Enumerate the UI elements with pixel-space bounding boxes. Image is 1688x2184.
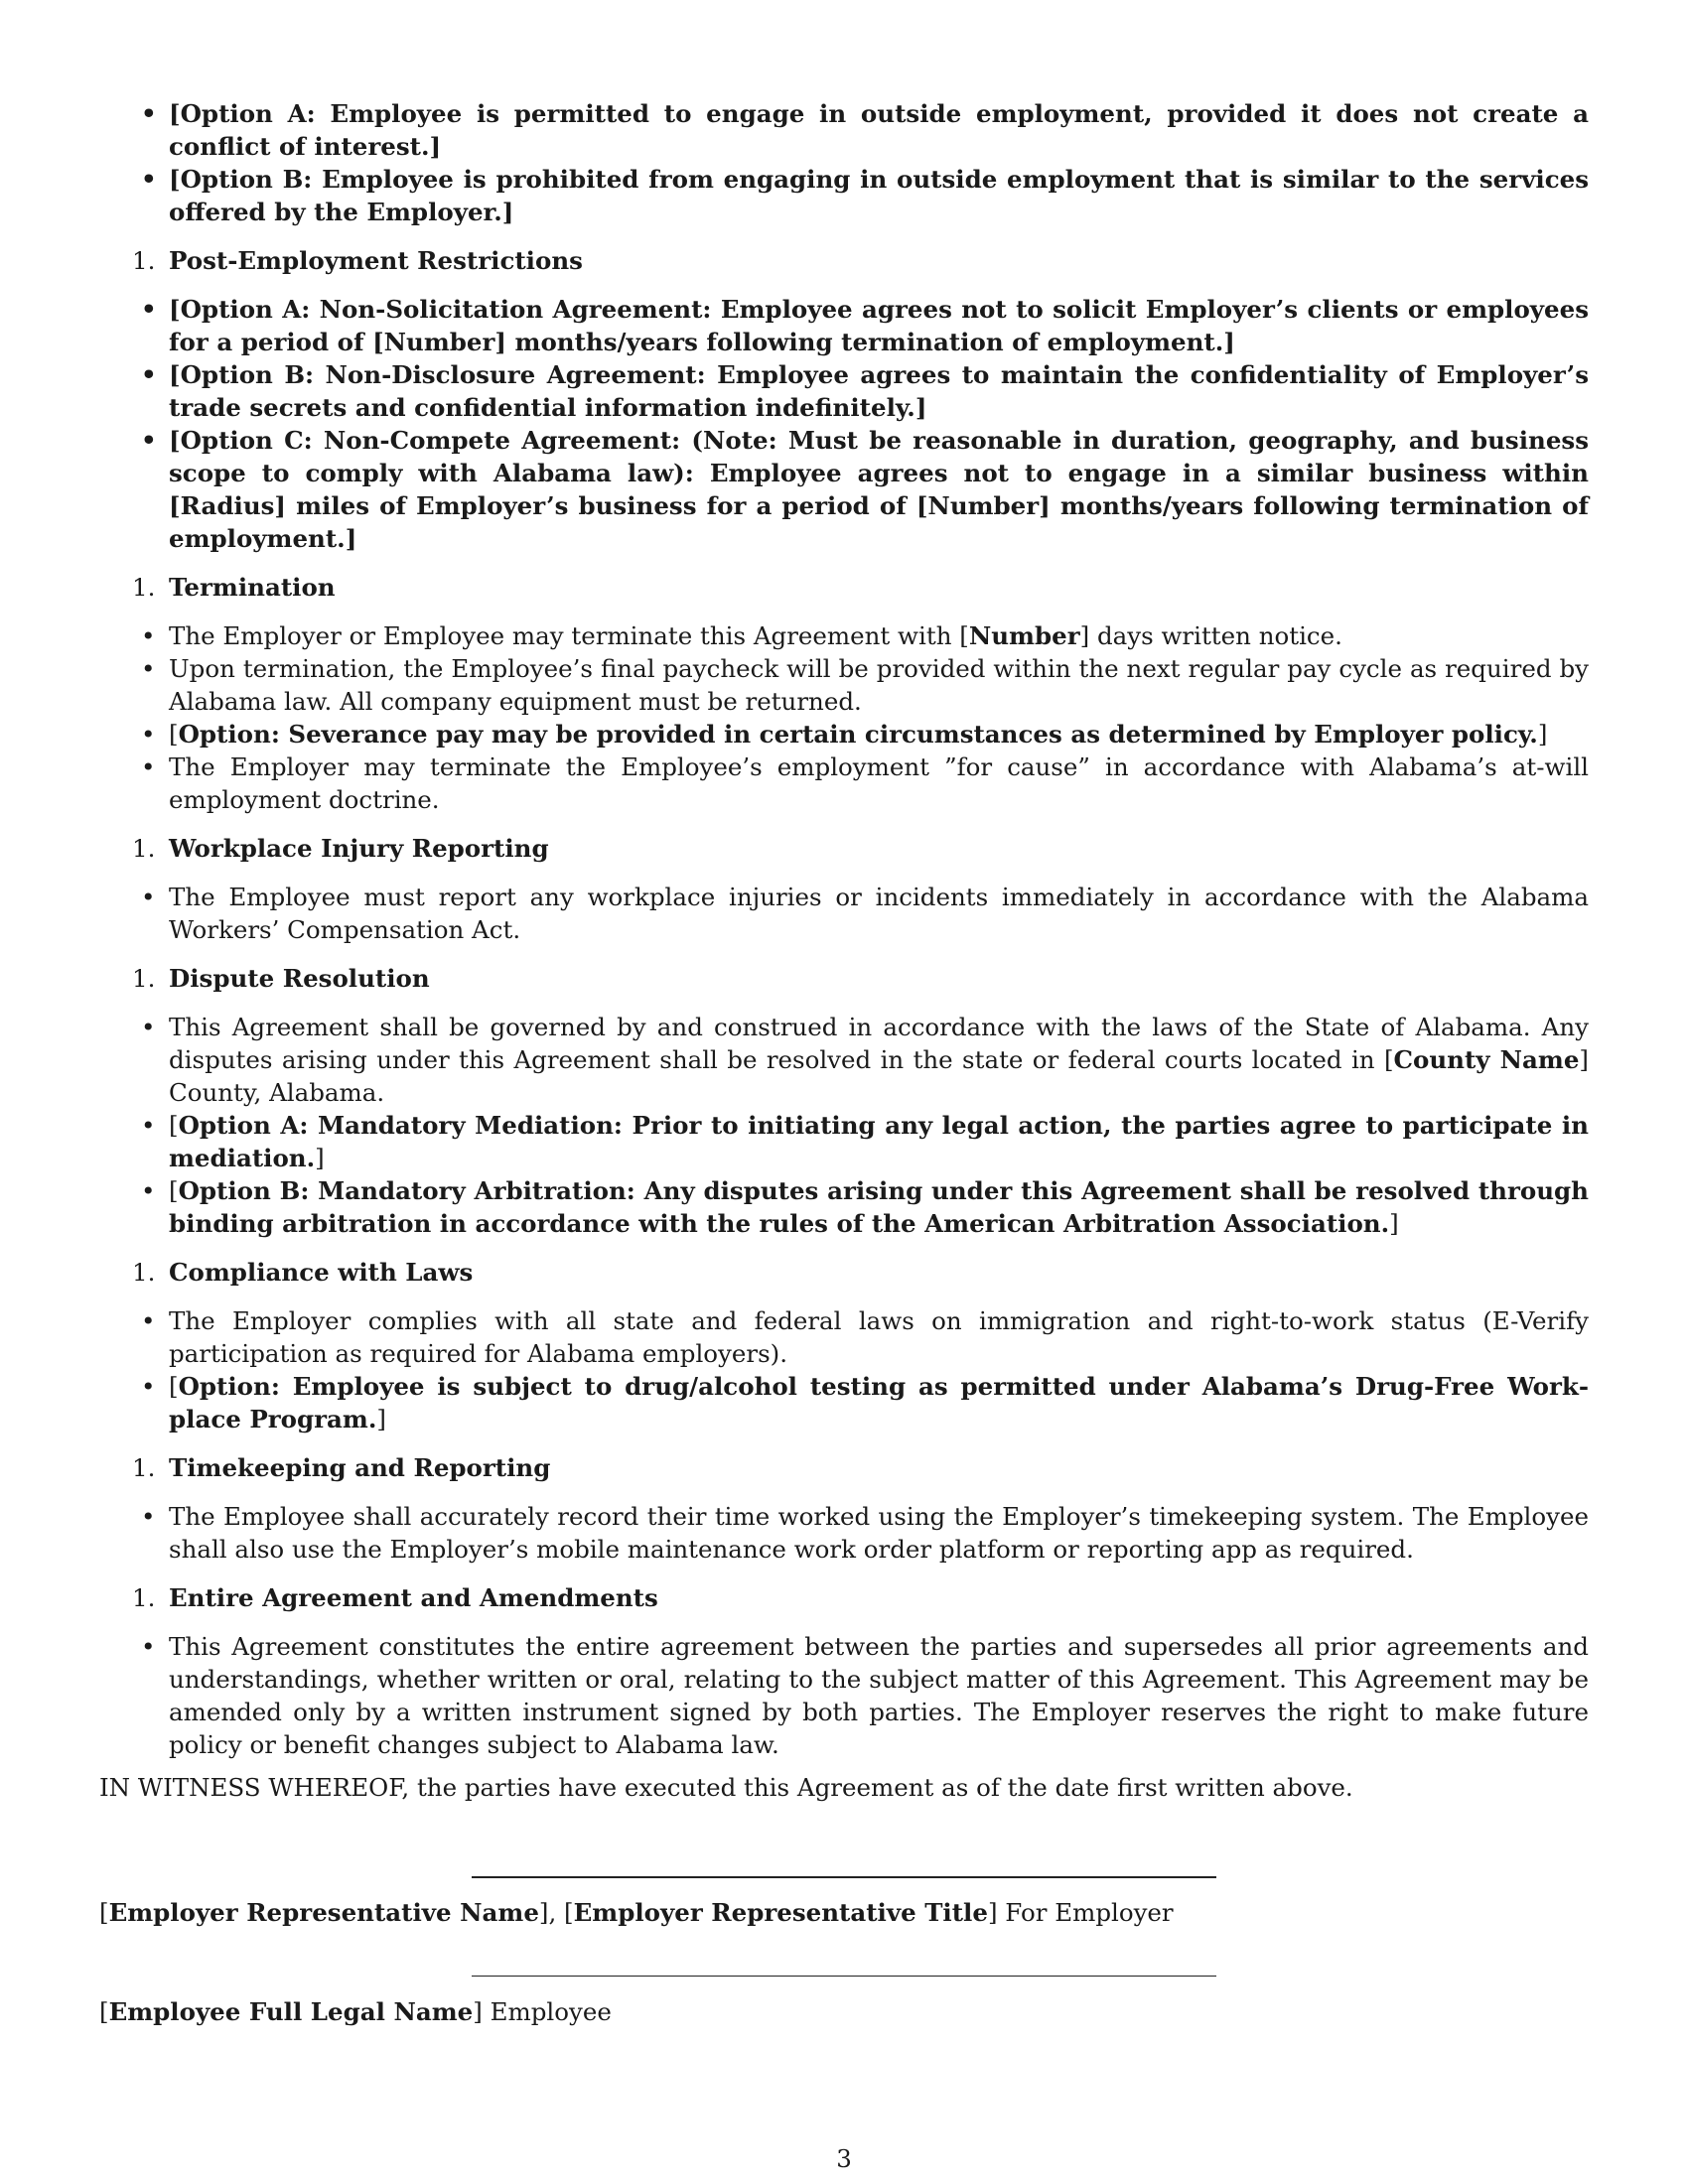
section-title: Dispute Resolution: [169, 964, 430, 993]
dispute-list: [99, 1011, 1589, 1240]
text-segment: ] For Employer: [987, 1898, 1174, 1927]
list-item: • [Option B: Non-Disclosure Agreement: Employee agrees to maintain the confidentiality of Employer’s trade secrets and confidential information indefinitely.]: [99, 358, 1589, 424]
text-segment: ]: [1389, 1209, 1399, 1238]
placeholder-field: Employer Representative Title: [573, 1898, 988, 1927]
list-item: • [Option C: Non-Compete Agreement: (Note: Must be reasonable in duration, geography, and business scope to comply with Alabama law): Employee agrees not to engage in a similar business within [Radius] miles of Employer’s business for a period of [Number] months/years following termination of employment.]: [99, 424, 1589, 555]
text-segment: [: [169, 1111, 179, 1140]
text-segment: ] days written notice.: [1079, 621, 1342, 650]
section-number: 1.: [132, 1583, 156, 1612]
post-employment-list: [99, 293, 1589, 555]
section-number: 1.: [132, 573, 156, 602]
list-item: [99, 1011, 1589, 1109]
employee-signature-line: [472, 1976, 1216, 1977]
employer-signature-caption: [99, 1898, 1174, 1927]
section-title: Workplace Injury Reporting: [169, 834, 549, 863]
option-text: Option B: Mandatory Arbitration: Any disputes arising under this Agreement shall be resolved through binding arbitration in accordance with the rules of the American Arbitration Association.: [169, 1176, 1589, 1238]
section-title: Compliance with Laws: [169, 1258, 474, 1287]
text-segment: ]: [315, 1144, 325, 1172]
section-title: Entire Agreement and Amendments: [169, 1583, 658, 1612]
list-item: • [Option B: Employee is prohibited from engaging in outside employment that is similar to the services offered by the Employer.]: [99, 163, 1589, 228]
text-segment: This Agreement shall be governed by and construed in accordance with the laws of the State of Alabama. Any disputes arising under this Agreement shall be resolved in the state or federal courts located in [: [169, 1013, 1589, 1074]
list-item: • The Employer may terminate the Employee’s employment ”for cause” in accordance with Alabama’s at-will employment doctrine.: [99, 751, 1589, 816]
text-segment: [: [99, 1997, 109, 2026]
section-heading-post-employment: [99, 244, 1589, 277]
option-text: Option: Employee is subject to drug/alcohol testing as permitted under Alabama’s Drug-Free Workplace Program.: [169, 1372, 1589, 1433]
text-segment: [: [169, 1372, 179, 1401]
witness-statement: IN WITNESS WHEREOF, the parties have executed this Agreement as of the date first written above.: [99, 1773, 1353, 1802]
section-heading-entire-agreement: [99, 1581, 1589, 1614]
placeholder-field: Employer Representative Name: [108, 1898, 539, 1927]
list-item: • The Employee shall accurately record their time worked using the Employer’s timekeeping system. The Employee shall also use the Employer’s mobile maintenance work order platform or reporting app as required.: [99, 1500, 1589, 1566]
timekeeping-list: [99, 1500, 1589, 1566]
section-heading-injury: [99, 832, 1589, 865]
document-body: [99, 97, 1589, 1804]
list-item: [99, 619, 1589, 652]
list-item: • [Option A: Employee is permitted to engage in outside employment, provided it does not create a conflict of interest.]: [99, 97, 1589, 163]
list-item: • Upon termination, the Employee’s final paycheck will be provided within the next regular pay cycle as required by Alabama law. All company equipment must be returned.: [99, 652, 1589, 718]
placeholder-field: County Name: [1393, 1045, 1580, 1074]
option-text: Option A: Mandatory Mediation: Prior to initiating any legal action, the parties agree to participate in mediation.: [169, 1111, 1589, 1172]
text-segment: ] County, Alabama.: [169, 1045, 1589, 1107]
text-segment: [: [99, 1898, 109, 1927]
text-segment: [: [169, 1176, 179, 1205]
text-segment: ]: [1537, 720, 1548, 749]
termination-list: [99, 619, 1589, 816]
employer-signature-line: [472, 1876, 1216, 1878]
section-title: Termination: [169, 573, 336, 602]
section-heading-timekeeping: [99, 1451, 1589, 1484]
section-number: 1.: [132, 834, 156, 863]
text-segment: ]: [376, 1405, 386, 1433]
list-item: [99, 1109, 1589, 1174]
list-item: [99, 1370, 1589, 1435]
section-title: Timekeeping and Reporting: [169, 1453, 551, 1482]
list-item: • The Employee must report any workplace injuries or incidents immediately in accordance with the Alabama Workers’ Compensation Act.: [99, 881, 1589, 946]
employee-signature-caption: [99, 1997, 612, 2026]
section-number: 1.: [132, 1258, 156, 1287]
text-segment: ], [: [538, 1898, 574, 1927]
entire-agreement-list: [99, 1630, 1589, 1761]
injury-list: [99, 881, 1589, 946]
placeholder-field: Employee Full Legal Name: [108, 1997, 474, 2026]
page-number: 3: [836, 2144, 852, 2173]
list-item: • The Employer complies with all state and federal laws on immigration and right-to-work status (E-Verify participation as required for Alabama employers).: [99, 1304, 1589, 1370]
section-heading-termination: [99, 571, 1589, 604]
list-item: • [Option A: Non-Solicitation Agreement: Employee agrees not to solicit Employer’s clients or employees for a period of [Number] months/years following termination of employment.]: [99, 293, 1589, 358]
section-number: 1.: [132, 1453, 156, 1482]
option-text: Option: Severance pay may be provided in certain circumstances as determined by Employer policy.: [178, 720, 1538, 749]
text-segment: ] Employee: [473, 1997, 612, 2026]
text-segment: The Employer or Employee may terminate this Agreement with [: [169, 621, 969, 650]
section-title: Post-Employment Restrictions: [169, 246, 583, 275]
section-number: 1.: [132, 246, 156, 275]
list-item: [99, 718, 1589, 751]
list-item: [99, 1174, 1589, 1240]
section-number: 1.: [132, 964, 156, 993]
text-segment: [: [169, 720, 179, 749]
compliance-list: [99, 1304, 1589, 1435]
list-item: • This Agreement constitutes the entire agreement between the parties and supersedes all prior agreements and understandings, whether written or oral, relating to the subject matter of this Agreement. This Agreement may be amended only by a written instrument signed by both parties. The Employer reserves the right to make future policy or benefit changes subject to Alabama law.: [99, 1630, 1589, 1761]
outside-employment-list: [99, 97, 1589, 228]
placeholder-field: Number: [968, 621, 1080, 650]
section-heading-dispute: [99, 962, 1589, 995]
section-heading-compliance: [99, 1256, 1589, 1289]
